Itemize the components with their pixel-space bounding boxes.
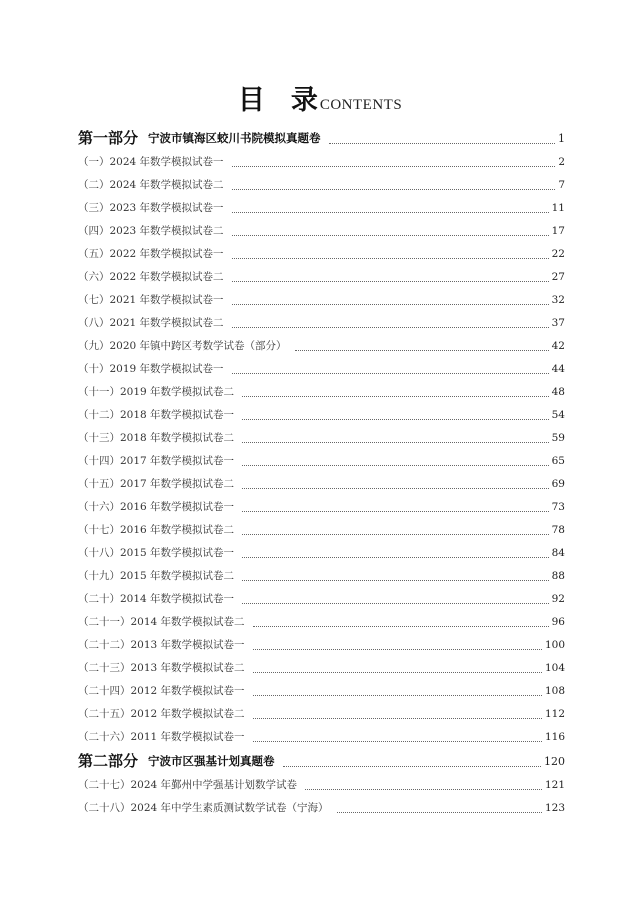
toc-entry-row[interactable] bbox=[78, 151, 565, 174]
toc-entry-row[interactable] bbox=[78, 519, 565, 542]
dot-leader bbox=[253, 695, 542, 696]
entry-title: （二十三）2013 年数学模拟试卷二 bbox=[78, 662, 245, 674]
dot-leader bbox=[253, 649, 542, 650]
toc-entry-row[interactable] bbox=[78, 588, 565, 611]
entry-title: （二十四）2012 年数学模拟试卷一 bbox=[78, 685, 245, 697]
page-number: 73 bbox=[551, 501, 565, 513]
entry-title: （二十五）2012 年数学模拟试卷二 bbox=[78, 708, 245, 720]
page-number: 112 bbox=[544, 708, 565, 720]
entry-title: （二）2024 年数学模拟试卷二 bbox=[78, 179, 224, 191]
toc-entry-row[interactable] bbox=[78, 289, 565, 312]
title-char-mu: 目 bbox=[237, 85, 265, 116]
dot-leader bbox=[242, 511, 549, 512]
toc-entry-row[interactable] bbox=[78, 197, 565, 220]
dot-leader bbox=[232, 212, 549, 213]
dot-leader bbox=[232, 189, 556, 190]
entry-title: （十六）2016 年数学模拟试卷一 bbox=[78, 501, 235, 513]
toc-entry-row[interactable] bbox=[78, 542, 565, 565]
dot-leader bbox=[253, 626, 549, 627]
entry-title: （十七）2016 年数学模拟试卷二 bbox=[78, 524, 235, 536]
entry-title: （三）2023 年数学模拟试卷一 bbox=[78, 202, 224, 214]
page-number: 37 bbox=[551, 317, 565, 329]
part-label: 第一部分 bbox=[78, 129, 139, 147]
dot-leader bbox=[232, 258, 549, 259]
page-number: 11 bbox=[551, 202, 565, 214]
page-number: 116 bbox=[544, 731, 565, 743]
entry-title: （八）2021 年数学模拟试卷二 bbox=[78, 317, 224, 329]
entry-title: （十八）2015 年数学模拟试卷一 bbox=[78, 547, 235, 559]
page-number: 100 bbox=[544, 639, 565, 651]
entry-title: （十）2019 年数学模拟试卷一 bbox=[78, 363, 224, 375]
toc-entry-row[interactable] bbox=[78, 174, 565, 197]
dot-leader bbox=[242, 534, 549, 535]
entry-title: （十九）2015 年数学模拟试卷二 bbox=[78, 570, 235, 582]
page-number: 17 bbox=[551, 225, 565, 237]
dot-leader bbox=[232, 304, 549, 305]
entry-title: （十五）2017 年数学模拟试卷二 bbox=[78, 478, 235, 490]
entry-title: （二十八）2024 年中学生素质测试数学试卷（宁海） bbox=[78, 802, 329, 814]
toc-part-row[interactable] bbox=[78, 126, 565, 151]
entry-title: （二十二）2013 年数学模拟试卷一 bbox=[78, 639, 245, 651]
dot-leader bbox=[242, 580, 549, 581]
entry-title: （五）2022 年数学模拟试卷一 bbox=[78, 248, 224, 260]
toc-entry-row[interactable] bbox=[78, 312, 565, 335]
toc-entry-row[interactable] bbox=[78, 611, 565, 634]
toc-entry-row[interactable] bbox=[78, 774, 565, 797]
page-number: 7 bbox=[558, 179, 565, 191]
dot-leader bbox=[232, 166, 556, 167]
dot-leader bbox=[283, 766, 541, 767]
page-number: 22 bbox=[551, 248, 565, 260]
page-number: 78 bbox=[551, 524, 565, 536]
toc-entry-row[interactable] bbox=[78, 266, 565, 289]
page-number: 120 bbox=[544, 755, 565, 768]
entry-title: （二十一）2014 年数学模拟试卷二 bbox=[78, 616, 245, 628]
toc-entry-row[interactable] bbox=[78, 358, 565, 381]
dot-leader bbox=[242, 419, 549, 420]
toc-entry-row[interactable] bbox=[78, 797, 565, 820]
dot-leader bbox=[232, 373, 549, 374]
toc-entry-row[interactable] bbox=[78, 427, 565, 450]
entry-title: （四）2023 年数学模拟试卷二 bbox=[78, 225, 224, 237]
entry-title: （十二）2018 年数学模拟试卷一 bbox=[78, 409, 235, 421]
dot-leader bbox=[305, 789, 542, 790]
page-number: 96 bbox=[551, 616, 565, 628]
dot-leader bbox=[253, 672, 542, 673]
toc-entry-row[interactable] bbox=[78, 404, 565, 427]
toc-entry-row[interactable] bbox=[78, 680, 565, 703]
entry-title: （二十）2014 年数学模拟试卷一 bbox=[78, 593, 235, 605]
toc-part-row[interactable] bbox=[78, 749, 565, 774]
page-number: 1 bbox=[558, 132, 565, 145]
part-title: 宁波市区强基计划真题卷 bbox=[148, 754, 275, 768]
page-number: 59 bbox=[551, 432, 565, 444]
page-number: 123 bbox=[544, 802, 565, 814]
toc-entry-row[interactable] bbox=[78, 703, 565, 726]
entry-title: （九）2020 年镇中跨区考数学试卷（部分） bbox=[78, 340, 287, 352]
page-number: 2 bbox=[558, 156, 565, 168]
toc-entry-row[interactable] bbox=[78, 450, 565, 473]
toc-entry-row[interactable] bbox=[78, 726, 565, 749]
page-number: 48 bbox=[551, 386, 565, 398]
entry-title: （十三）2018 年数学模拟试卷二 bbox=[78, 432, 235, 444]
toc-entry-row[interactable] bbox=[78, 381, 565, 404]
toc-entry-row[interactable] bbox=[78, 243, 565, 266]
dot-leader bbox=[232, 235, 549, 236]
entry-title: （十一）2019 年数学模拟试卷二 bbox=[78, 386, 235, 398]
page-number: 88 bbox=[551, 570, 565, 582]
entry-title: （二十七）2024 年鄞州中学强基计划数学试卷 bbox=[78, 779, 298, 791]
toc-entry-row[interactable] bbox=[78, 473, 565, 496]
page-number: 84 bbox=[551, 547, 565, 559]
title-char-lu: 录 bbox=[290, 85, 318, 116]
page-number: 44 bbox=[551, 363, 565, 375]
page-number: 27 bbox=[551, 271, 565, 283]
dot-leader bbox=[329, 143, 555, 144]
page-title bbox=[0, 78, 640, 117]
dot-leader bbox=[253, 718, 542, 719]
dot-leader bbox=[242, 465, 549, 466]
dot-leader bbox=[232, 281, 549, 282]
page-number: 65 bbox=[551, 455, 565, 467]
toc-entry-row[interactable] bbox=[78, 565, 565, 588]
dot-leader bbox=[242, 396, 549, 397]
entry-title: （十四）2017 年数学模拟试卷一 bbox=[78, 455, 235, 467]
entry-title: （七）2021 年数学模拟试卷一 bbox=[78, 294, 224, 306]
page-number: 69 bbox=[551, 478, 565, 490]
toc-entry-row[interactable] bbox=[78, 657, 565, 680]
page-number: 32 bbox=[551, 294, 565, 306]
toc-entry-row[interactable] bbox=[78, 220, 565, 243]
title-contents: CONTENTS bbox=[319, 97, 403, 113]
dot-leader bbox=[242, 442, 549, 443]
page-number: 42 bbox=[551, 340, 565, 352]
part-title: 宁波市镇海区蛟川书院模拟真题卷 bbox=[148, 131, 321, 145]
dot-leader bbox=[253, 741, 542, 742]
page-number: 108 bbox=[544, 685, 565, 697]
dot-leader bbox=[232, 327, 549, 328]
entry-title: （二十六）2011 年数学模拟试卷一 bbox=[78, 731, 245, 743]
page-number: 121 bbox=[544, 779, 565, 791]
dot-leader bbox=[242, 488, 549, 489]
part-label: 第二部分 bbox=[78, 752, 139, 770]
page-number: 54 bbox=[551, 409, 565, 421]
dot-leader bbox=[242, 603, 549, 604]
entry-title: （六）2022 年数学模拟试卷二 bbox=[78, 271, 224, 283]
dot-leader bbox=[337, 812, 542, 813]
page-number: 104 bbox=[544, 662, 565, 674]
entry-title: （一）2024 年数学模拟试卷一 bbox=[78, 156, 224, 168]
toc-entry-row[interactable] bbox=[78, 634, 565, 657]
toc-entry-row[interactable] bbox=[78, 496, 565, 519]
page-number: 92 bbox=[551, 593, 565, 605]
dot-leader bbox=[242, 557, 549, 558]
table-of-contents bbox=[78, 126, 565, 820]
dot-leader bbox=[295, 350, 549, 351]
toc-entry-row[interactable] bbox=[78, 335, 565, 358]
